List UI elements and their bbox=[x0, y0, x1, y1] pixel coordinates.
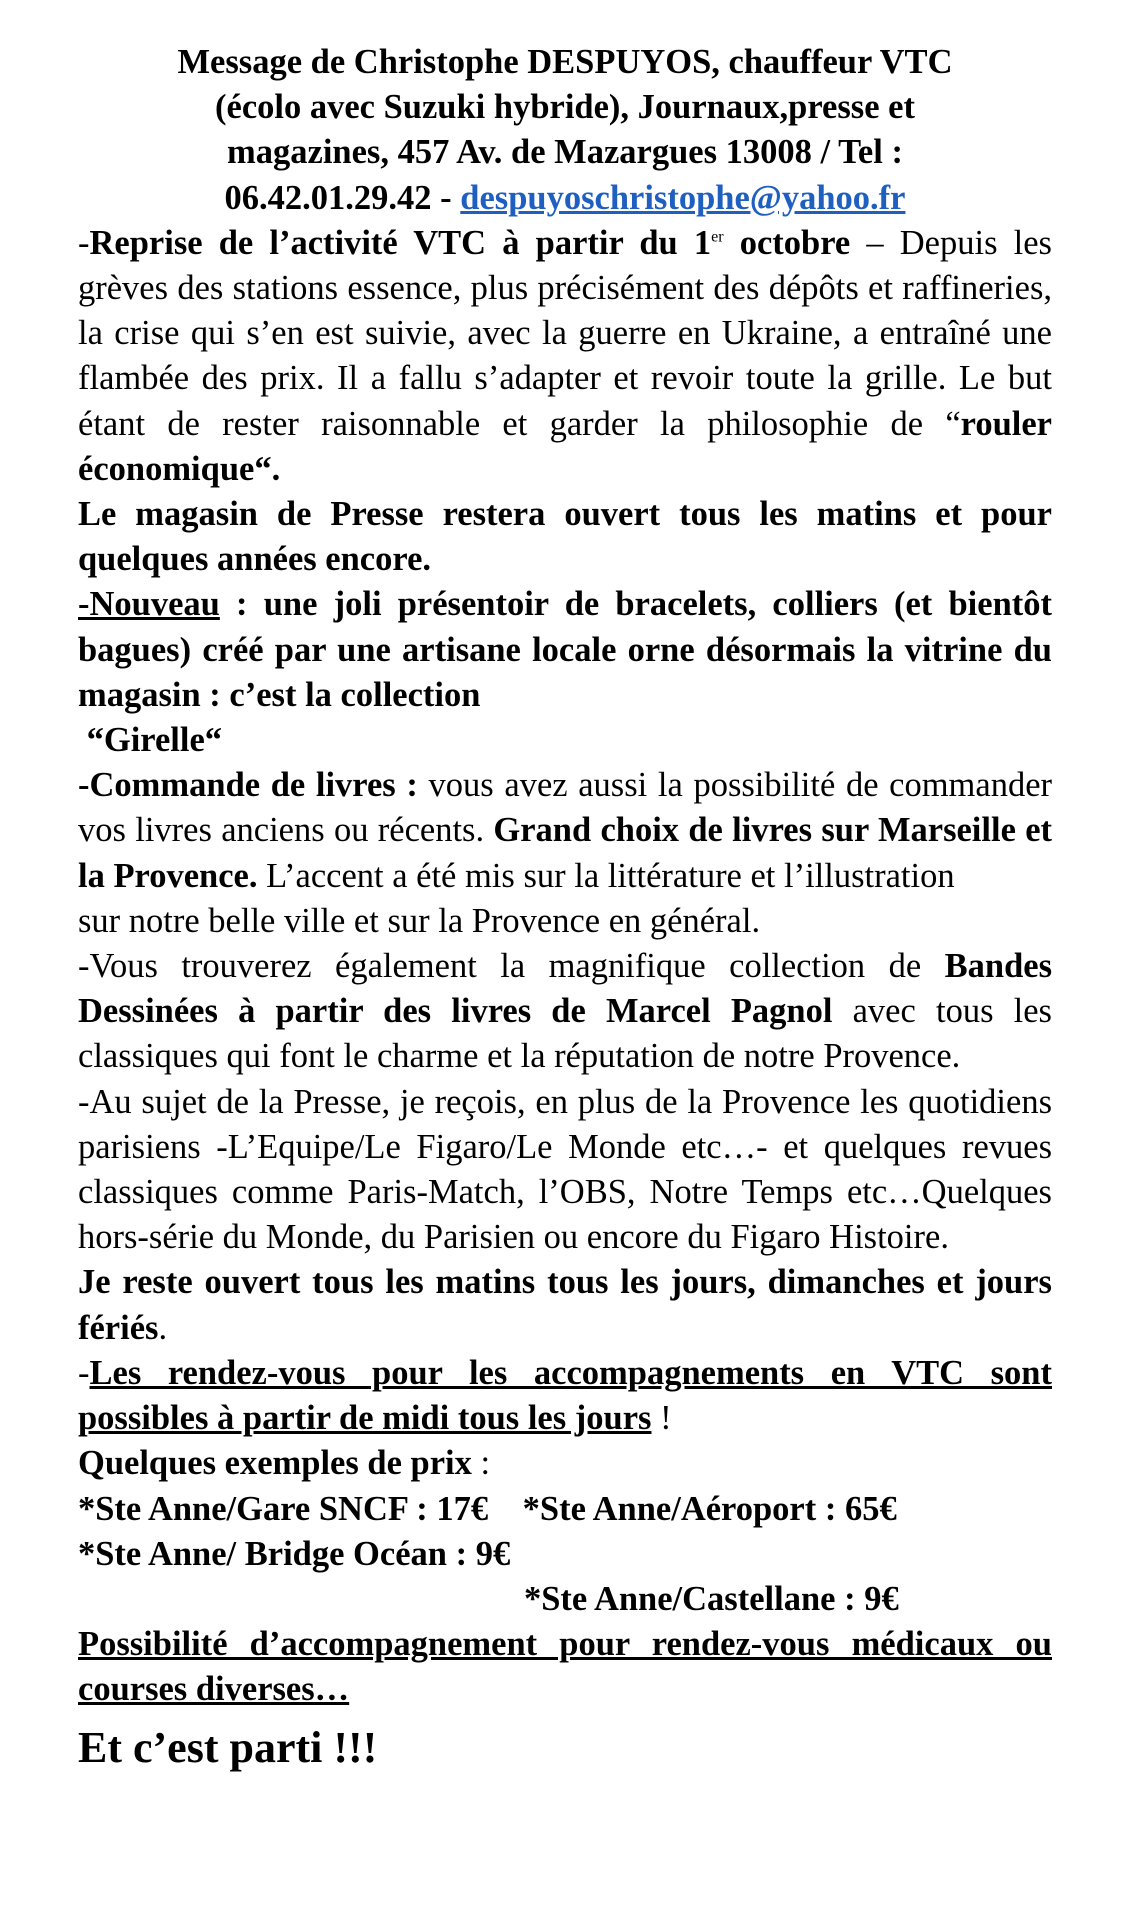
rendez-vous-text: Les rendez-vous pour les accompagnements en VTC sont possibles à partir de midi tous les jours bbox=[78, 1353, 1052, 1438]
dash: - bbox=[78, 1353, 90, 1392]
price-gare-sncf: *Ste Anne/Gare SNCF : 17€ bbox=[78, 1489, 489, 1528]
price-row-1 bbox=[78, 1487, 1052, 1532]
horaires-end: . bbox=[158, 1308, 168, 1347]
vtc-reprise-heading-end: octobre bbox=[723, 223, 851, 262]
price-castellane: *Ste Anne/Castellane : 9€ bbox=[524, 1579, 899, 1618]
bd-pagnol: Bandes Dessinées à partir des livres de Marcel Pagnol bbox=[78, 947, 1052, 1031]
paragraph-nouveau bbox=[78, 582, 1052, 718]
grand-choix: Grand choix de livres sur Marseille et la Provence. bbox=[78, 811, 1052, 895]
commande-livres-text: vous avez aussi la possibilité de commander vos livres anciens ou récents. bbox=[78, 766, 1053, 850]
dash: - bbox=[78, 223, 90, 262]
price-intro-label: Quelques exemples de prix bbox=[78, 1444, 472, 1483]
paragraph-rendez-vous bbox=[78, 1351, 1052, 1441]
horaires-text: Je reste ouvert tous les matins tous les jours, dimanches et jours fériés bbox=[78, 1263, 1052, 1347]
paragraph-horaires bbox=[78, 1260, 1052, 1350]
nouveau-text: : une joli présentoir de bracelets, colliers (et bientôt bagues) créé par une artisane locale orne désormais la vitrine du magasin : c’est la collection bbox=[78, 585, 1052, 714]
price-intro-end: : bbox=[471, 1444, 491, 1483]
price-list bbox=[78, 1441, 1052, 1622]
paragraph-accompagnement: Possibilité d’accompagnement pour rendez-vous médicaux ou courses diverses… bbox=[78, 1625, 1052, 1709]
phone-number: 06.42.01.29.42 - bbox=[224, 178, 461, 217]
price-aeroport: *Ste Anne/Aéroport : 65€ bbox=[522, 1489, 897, 1528]
paragraph-presse-quotidiens: -Au sujet de la Presse, je reçois, en plus de la Provence les quotidiens parisiens -L’Equipe/Le Figaro/Le Monde etc…- et quelques revues classiques comme Paris-Match, l’OBS, Notre Temps etc…Quelques hors-série du Monde, du Parisien ou encore du Figaro Histoire. bbox=[78, 1082, 1052, 1257]
header-line-2: (écolo avec Suzuki hybride), Journaux,presse et bbox=[215, 88, 915, 127]
price-intro bbox=[78, 1441, 1052, 1486]
paragraph-bandes-dessinees bbox=[78, 944, 1052, 1080]
girelle-line: “Girelle“ bbox=[78, 721, 223, 760]
header-line-3: magazines, 457 Av. de Mazargues 13008 / Tel : bbox=[227, 133, 903, 172]
belle-ville-line: sur notre belle ville et sur la Provence en général. bbox=[78, 901, 761, 940]
paragraph-vtc-reprise bbox=[78, 221, 1052, 492]
paragraph-presse-ouvert: Le magasin de Presse restera ouvert tous les matins et pour quelques années encore. bbox=[78, 495, 1052, 579]
paragraph-commande-livres bbox=[78, 763, 1052, 899]
ordinal-sup: er bbox=[711, 228, 724, 246]
header-line-4 bbox=[78, 176, 1052, 221]
price-bridge-ocean: *Ste Anne/ Bridge Océan : 9€ bbox=[78, 1534, 511, 1573]
accent-text: L’accent a été mis sur la littérature et l’illustration bbox=[257, 856, 955, 895]
closing-line: Et c’est parti !!! bbox=[78, 1722, 378, 1772]
vtc-reprise-heading: Reprise de l’activité VTC à partir du 1 bbox=[89, 223, 712, 262]
rouler-economique: rouler économique“. bbox=[78, 404, 1052, 488]
commande-livres-heading: -Commande de livres : bbox=[78, 766, 418, 805]
header-line-1: Message de Christophe DESPUYOS, chauffeur VTC bbox=[177, 43, 953, 81]
bd-text-b: avec tous les classiques qui font le charme et la réputation de notre Provence. bbox=[78, 992, 1052, 1076]
rendez-vous-end: ! bbox=[651, 1399, 672, 1438]
vtc-reprise-text: – Depuis les grèves des stations essence, plus précisément des dépôts et raffineries, la crise qui s’en est suivie, avec la guerre en Ukraine, a entraîné une flambée des prix. Il a fallu s’adapter et revoir toute la grille. Le but étant de rester raisonnable et garder la philosophie de “ bbox=[78, 223, 1052, 443]
bd-text-a: -Vous trouverez également la magnifique collection de bbox=[78, 947, 945, 986]
email-link[interactable]: despuyoschristophe@yahoo.fr bbox=[460, 178, 906, 217]
header-block bbox=[78, 40, 1052, 221]
nouveau-label: -Nouveau bbox=[78, 585, 220, 624]
